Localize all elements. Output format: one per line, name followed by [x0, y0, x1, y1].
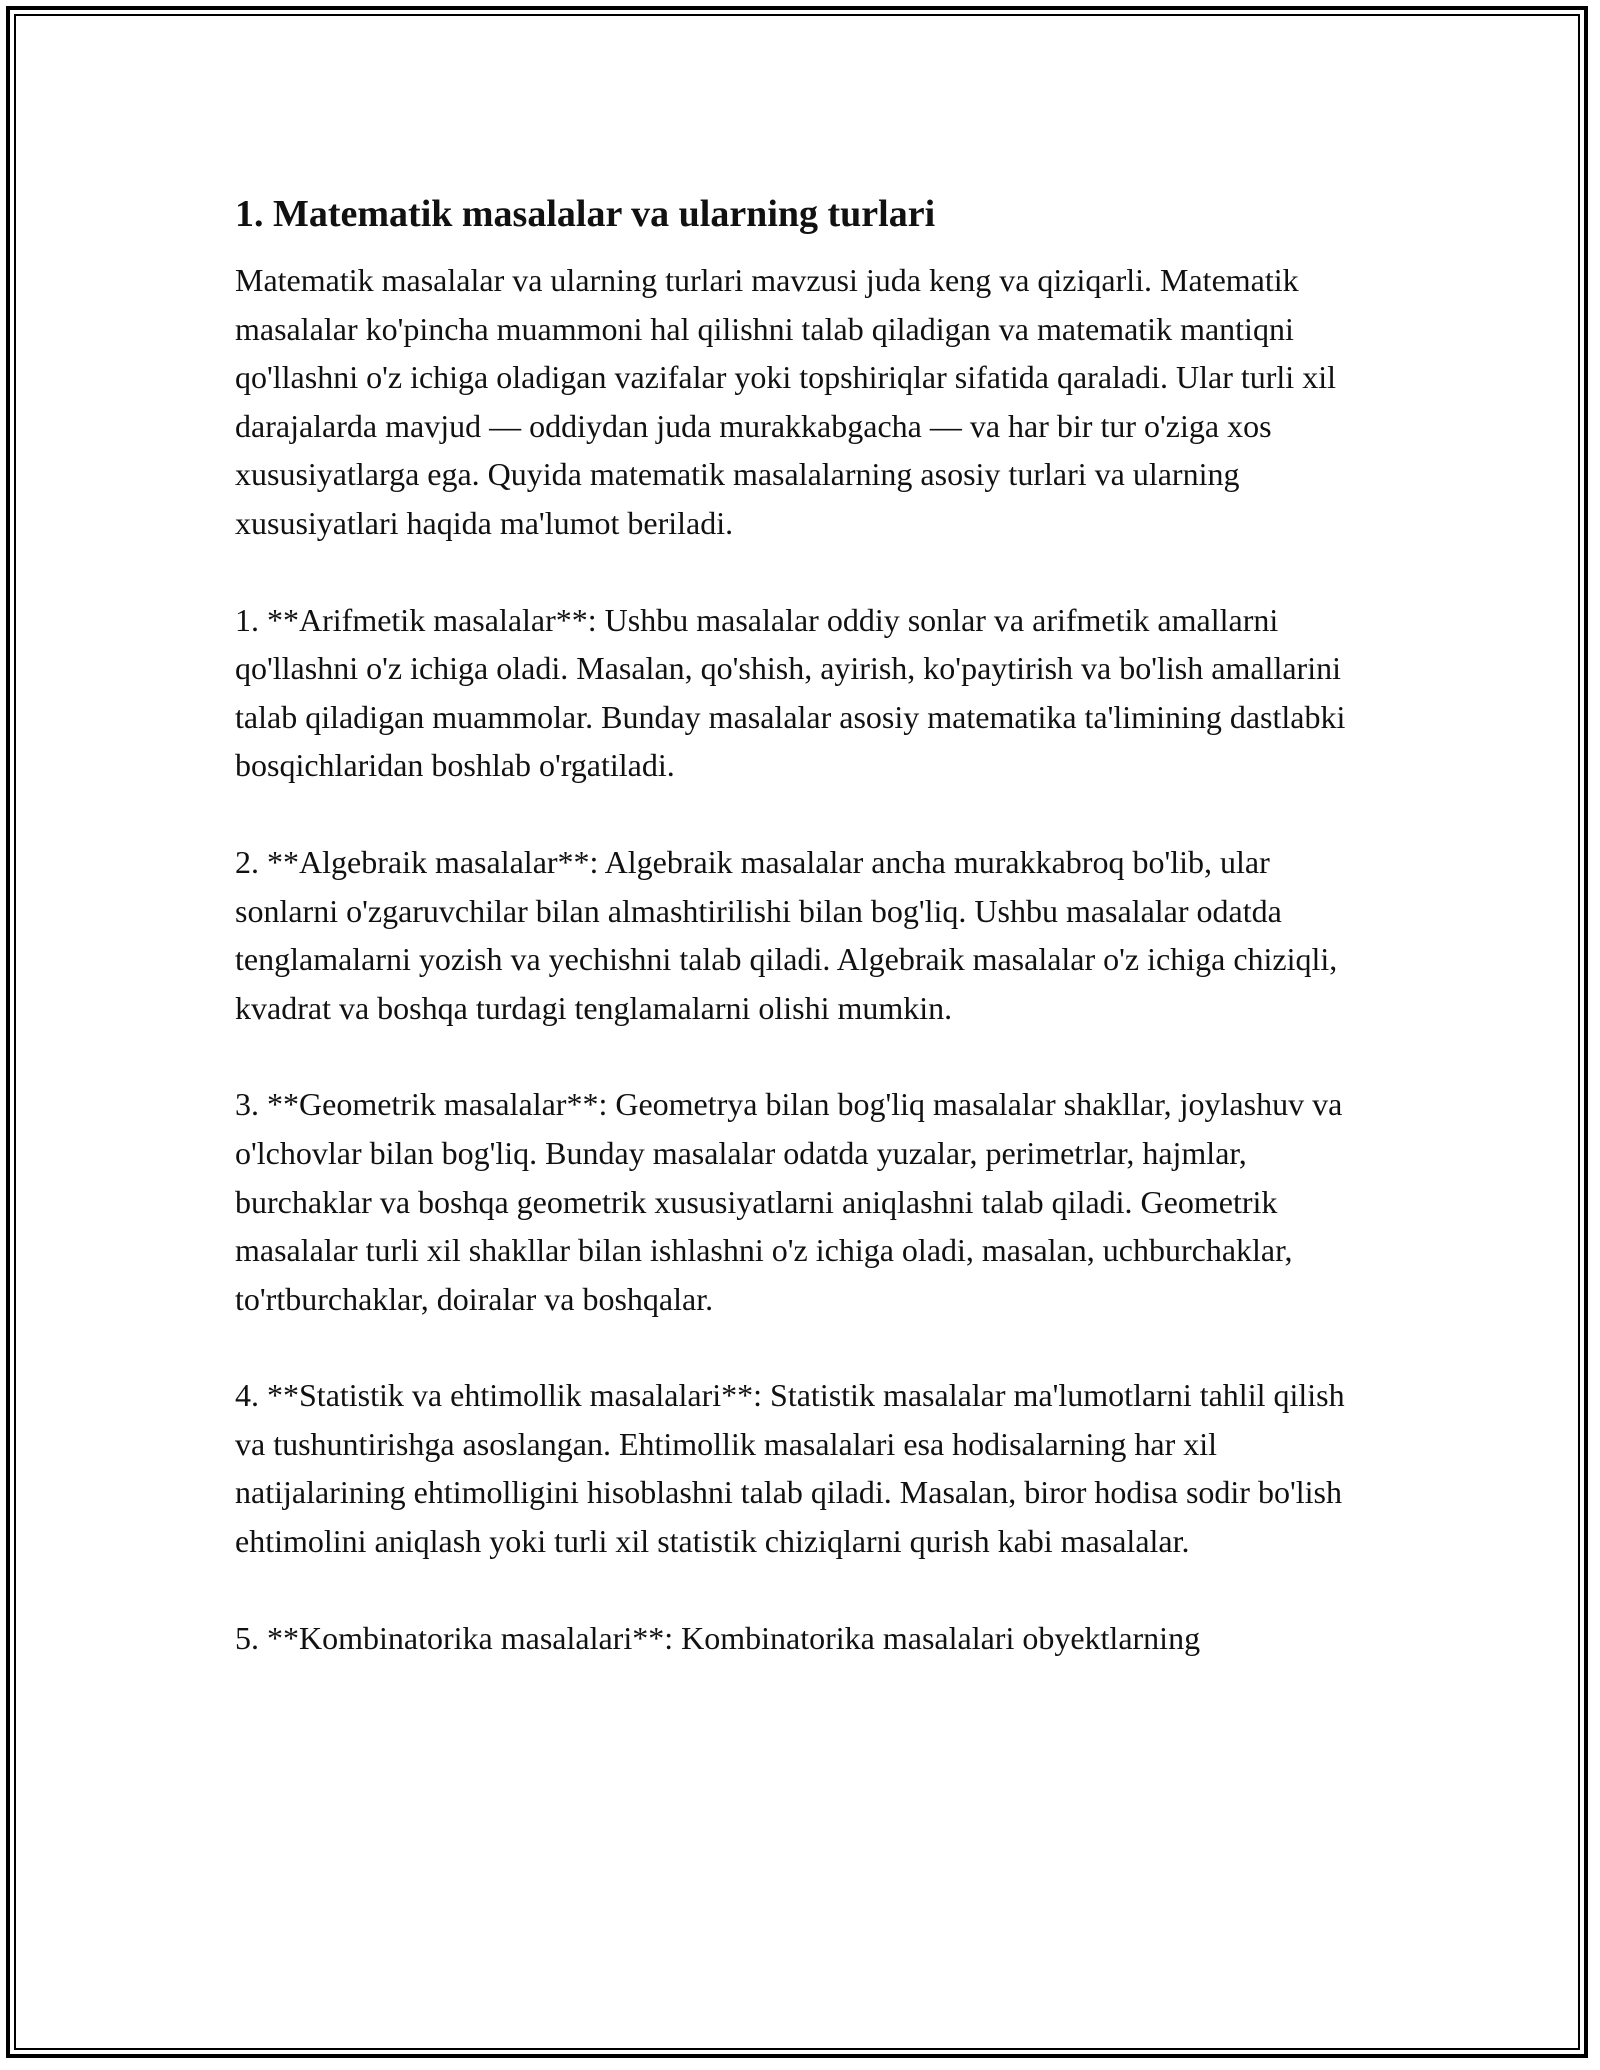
document-body — [235, 186, 1370, 1662]
section-heading: 1. Matematik masalalar va ularning turlari — [235, 193, 936, 235]
paragraph-statistics: 4. **Statistik va ehtimollik masalalari**: Statistik masalalar ma'lumotlarni tahlil qilish va tushuntirishga asoslangan. Ehtimollik masalalari esa hodisalarning har xil natijalarining ehtimolligini hisoblashni talab qiladi. Masalan, biror hodisa sodir bo'lish ehtimolini aniqlash yoki turli xil statistik chiziqlarni qurish kabi masalalar. — [235, 1377, 1345, 1560]
paragraph-geometric: 3. **Geometrik masalalar**: Geometrya bilan bog'liq masalalar shakllar, joylashuv va o'lchovlar bilan bog'liq. Bunday masalalar odatda yuzalar, perimetrlar, hajmlar, burchaklar va boshqa geometrik xususiyatlarni aniqlashni talab qiladi. Geometrik masalalar turli xil shakllar bilan ishlashni o'z ichiga oladi, masalan, uchburchaklar, to'rtburchaklar, doiralar va boshqalar. — [235, 1086, 1343, 1317]
intro-paragraph: Matematik masalalar va ularning turlari mavzusi juda keng va qiziqarli. Matematik masalalar ko'pincha muammoni hal qilishni talab qiladigan va matematik mantiqni qo'llashni o'z ichiga oladigan vazifalar yoki topshiriqlar sifatida qaraladi. Ular turli xil darajalarda mavjud — oddiydan juda murakkabgacha — va har bir tur o'ziga xos xususiyatlarga ega. Quyida matematik masalalarning asosiy turlari va ularning xususiyatlari haqida ma'lumot beriladi. — [235, 262, 1336, 541]
paragraph-combinatorics: 5. **Kombinatorika masalalari**: Kombinatorika masalalari obyektlarning — [235, 1619, 1201, 1656]
paragraph-arithmetic: 1. **Arifmetik masalalar**: Ushbu masalalar oddiy sonlar va arifmetik amallarni qo'llashni o'z ichiga oladi. Masalan, qo'shish, ayirish, ko'paytirish va bo'lish amallarini talab qiladigan muammolar. Bunday masalalar asosiy matematika ta'limining dastlabki bosqichlaridan boshlab o'rgatiladi. — [235, 601, 1346, 784]
paragraph-algebraic: 2. **Algebraik masalalar**: Algebraik masalalar ancha murakkabroq bo'lib, ular sonlarni o'zgaruvchilar bilan almashtirilishi bilan bog'liq. Ushbu masalalar odatda tenglamalarni yozish va yechishni talab qiladi. Algebraik masalalar o'z ichiga chiziqli, kvadrat va boshqa turdagi tenglamalarni olishi mumkin. — [235, 843, 1338, 1026]
